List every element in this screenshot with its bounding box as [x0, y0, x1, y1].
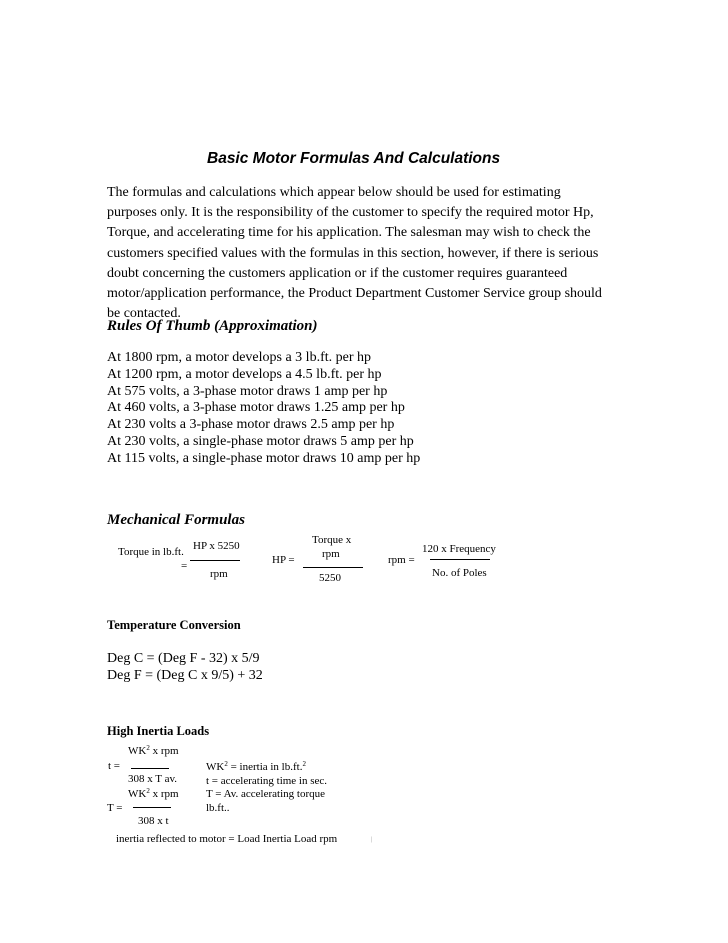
T-formula-lhs: T =: [107, 802, 123, 814]
torque-formula-equals: =: [181, 560, 188, 572]
intro-line: The formulas and calculations which appear below should be used for estimating: [107, 185, 561, 200]
temperature-formulas: [107, 650, 263, 684]
rule-item: At 230 volts, a single-phase motor draws 5 amp per hp: [107, 433, 414, 449]
rule-item: At 575 volts, a 3-phase motor draws 1 amp per hp: [107, 383, 388, 399]
t-fraction-bar: [131, 768, 169, 769]
mechanical-heading: Mechanical Formulas: [107, 512, 245, 528]
rules-list: [107, 350, 420, 468]
torque-formula-lhs: Torque in lb.ft.: [118, 546, 184, 558]
t-definition: t = accelerating time in sec.: [206, 775, 328, 787]
T-formula-numerator: $WK^2$ x rpm: [128, 787, 179, 800]
intro-line: customers specified values with the formulas in this section, however, if there is serious: [107, 245, 599, 261]
rpm-fraction-bar: [430, 559, 490, 560]
hp-fraction-bar: [303, 567, 363, 568]
rules-heading: Rules Of Thumb (Approximation): [107, 318, 318, 334]
t-formula-denominator: 308 x T av.: [128, 773, 177, 785]
T-formula-denominator: 308 x t: [138, 815, 169, 827]
torque-formula-numerator: HP x 5250: [193, 540, 240, 552]
wk-definition: $WK^2$ = inertia in lb.ft.$^2$: [206, 760, 306, 773]
rpm-formula-denominator: No. of Poles: [432, 567, 487, 579]
rpm-formula-lhs: rpm =: [388, 554, 415, 566]
hp-formula-numerator: rpm: [322, 548, 340, 560]
rule-item: At 460 volts, a 3-phase motor draws 1.25 amp per hp: [107, 400, 405, 416]
torque-formula-denominator: rpm: [210, 568, 228, 580]
intro-line: be contacted.: [107, 306, 181, 322]
t-formula-numerator: $WK^2$ x rpm: [128, 744, 179, 757]
intro-line: purposes only. It is the responsibility of the customer to specify the required motor Hp,: [107, 205, 594, 221]
rule-item: At 1800 rpm, a motor develops a 3 lb.ft. per hp: [107, 350, 372, 365]
rule-item: At 1200 rpm, a motor develops a 4.5 lb.ft. per hp: [107, 366, 382, 382]
hp-formula-lhs: HP =: [272, 554, 295, 566]
tiny-mark: |: [371, 837, 373, 843]
T-fraction-bar: [133, 807, 171, 808]
temperature-formula: Deg C = (Deg F - 32) x 5/9: [107, 651, 260, 666]
t-formula-lhs: t =: [108, 760, 121, 772]
temperature-heading: Temperature Conversion: [107, 618, 241, 632]
rule-item: At 230 volts a 3-phase motor draws 2.5 amp per hp: [107, 417, 395, 433]
torque-fraction-bar: [190, 560, 240, 561]
intro-line: Torque, and accelerating time for his application. The salesman may wish to check the: [107, 225, 591, 241]
temperature-formula: Deg F = (Deg C x 9/5) + 32: [107, 668, 263, 683]
hp-formula-numerator: Torque x: [312, 534, 352, 546]
hp-formula-denominator: 5250: [319, 572, 341, 584]
intro-line: motor/application performance, the Product Department Customer Service group should: [107, 286, 602, 302]
page-title: Basic Motor Formulas And Calculations: [207, 150, 501, 167]
intro-paragraph: [107, 183, 627, 324]
T-definition: T = Av. accelerating torque: [206, 788, 326, 800]
T-definition-units: lb.ft..: [206, 802, 230, 814]
reflected-inertia-formula: inertia reflected to motor = Load Inertia Load rpm: [116, 833, 338, 845]
inertia-heading: High Inertia Loads: [107, 724, 210, 738]
intro-line: doubt concerning the customers application or if the customer requires guaranteed: [107, 265, 568, 281]
rpm-formula-numerator: 120 x Frequency: [422, 543, 496, 555]
rule-item: At 115 volts, a single-phase motor draws 10 amp per hp: [107, 450, 421, 466]
